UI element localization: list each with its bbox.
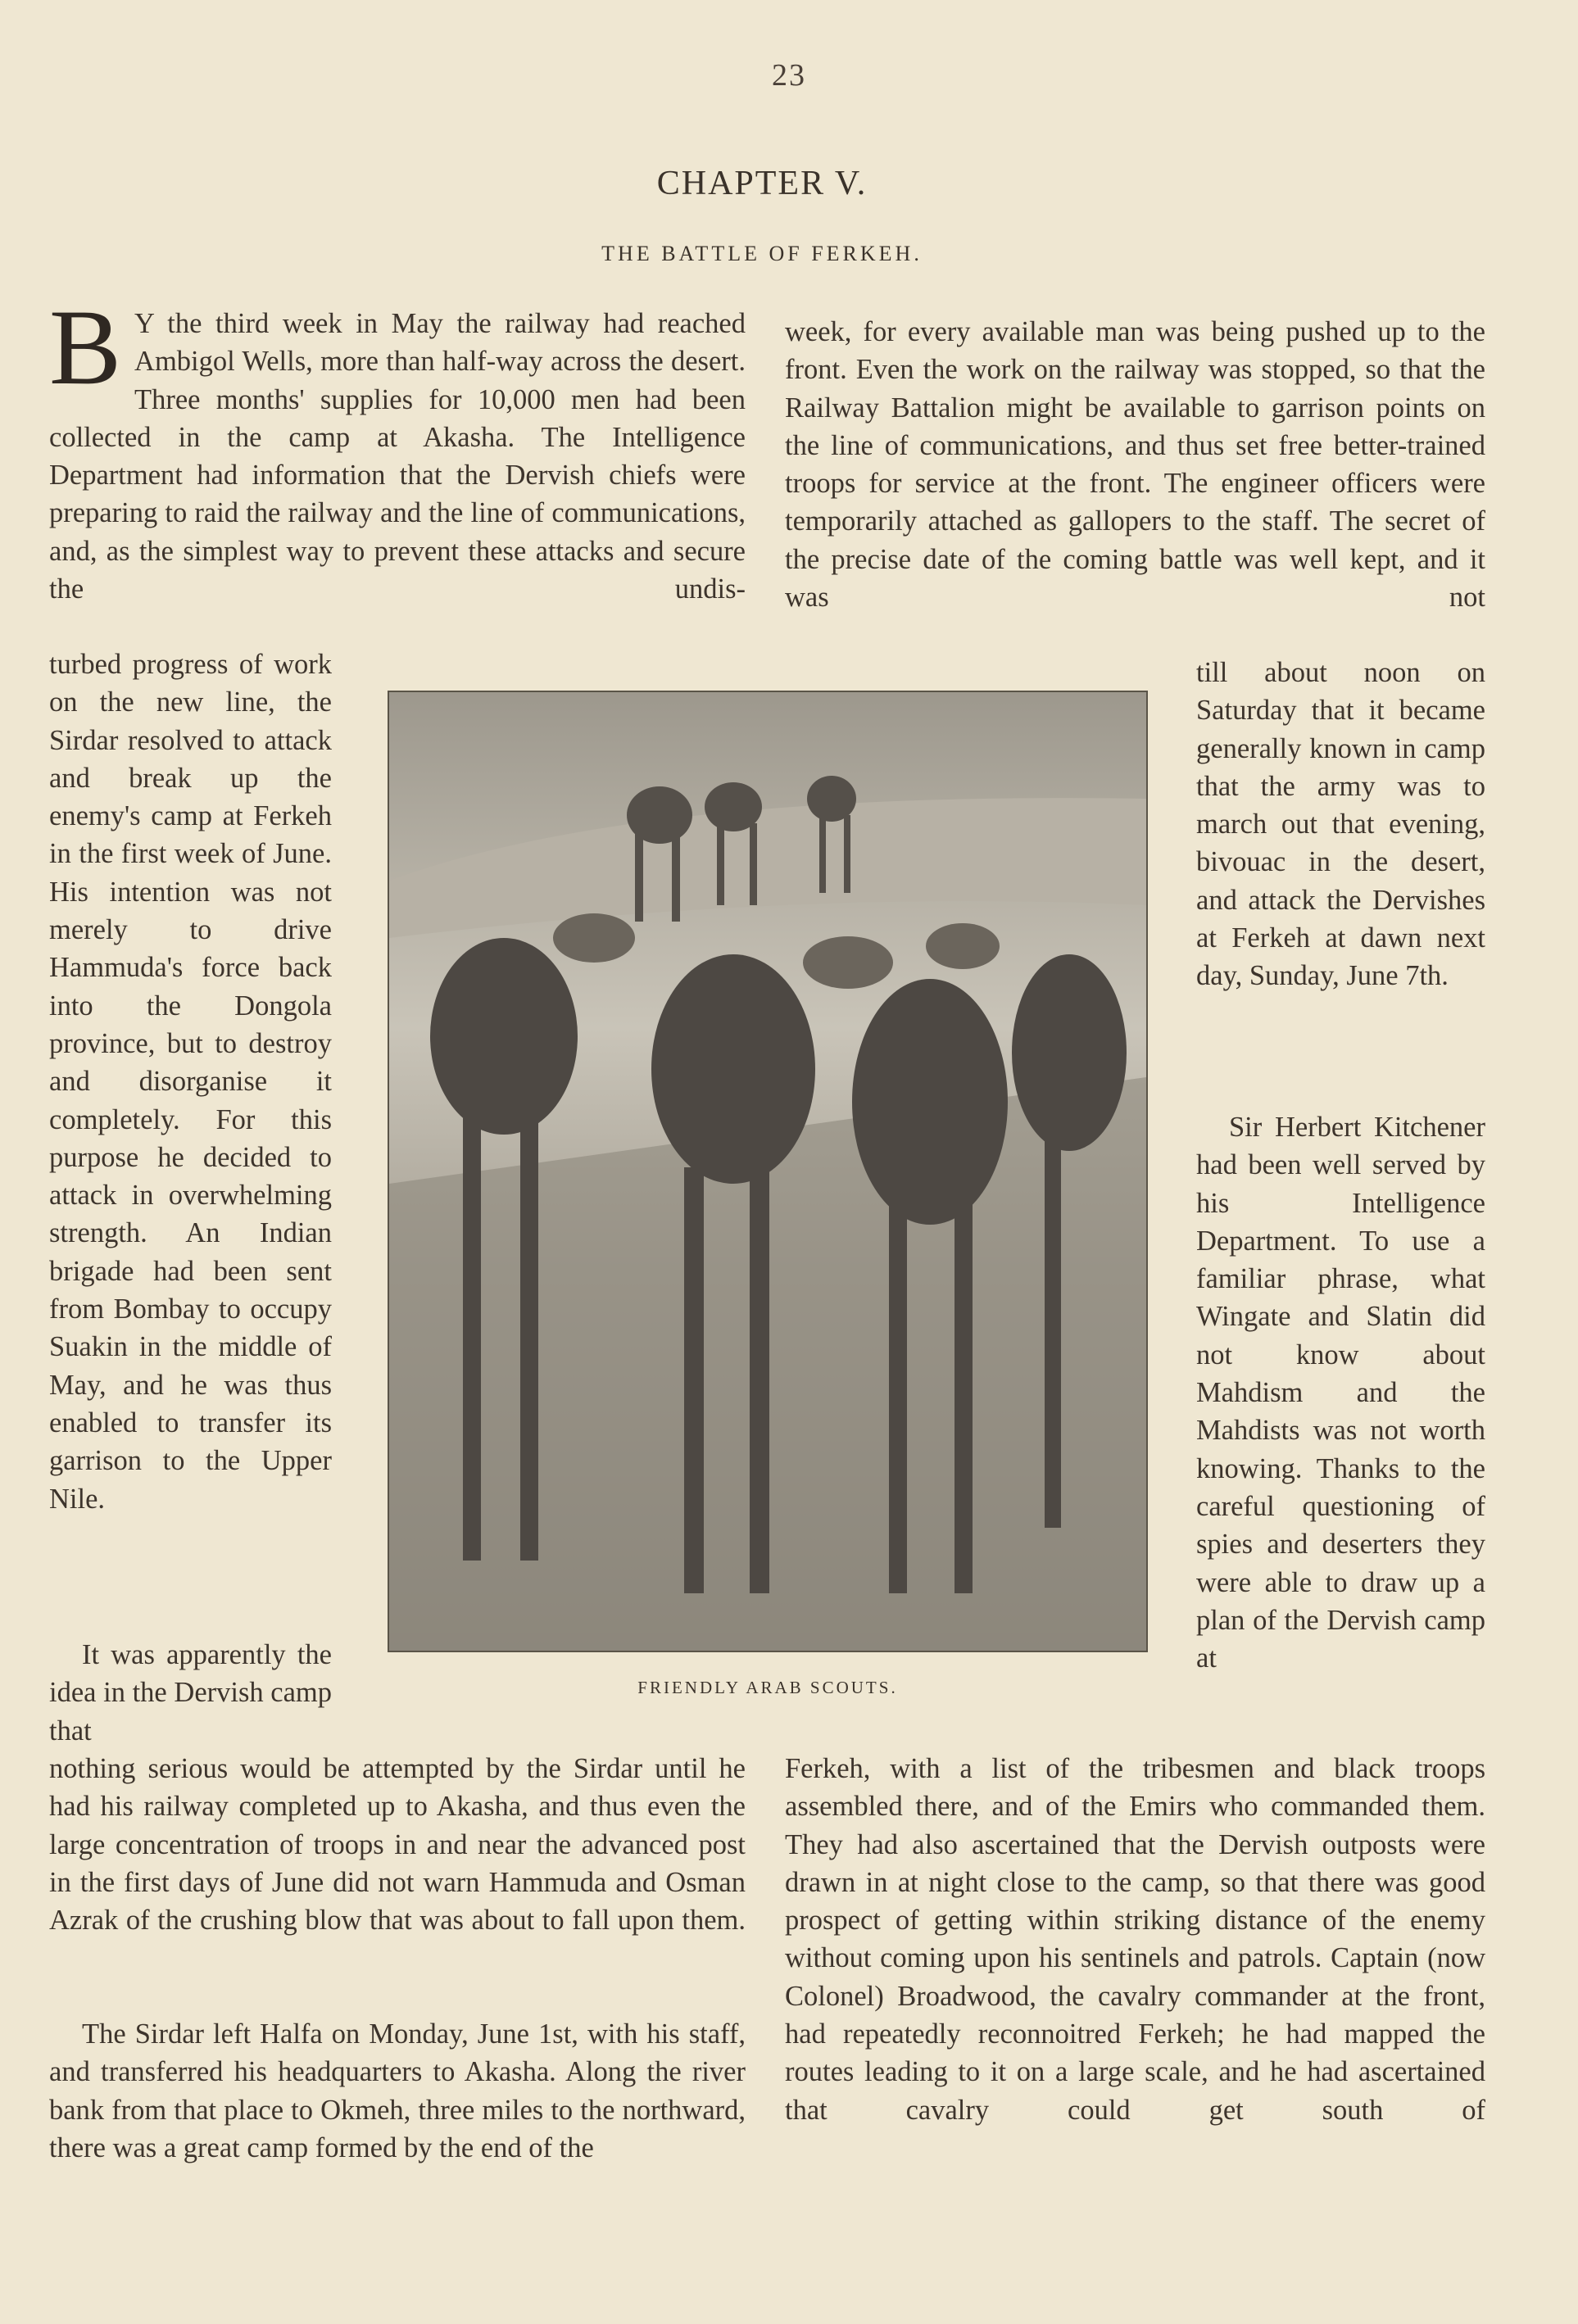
left-para-wide-top [49,287,746,608]
right-wide-top-text: week, for every available man was being pushed up to the front. Even the work on the railway was stopped, so that the Railway Battalion might be available to garrison points on the line of communications, and thus set free better-trained troops for service at the front. The engineer officers were temporarily attached as gallopers to the staff. The secret of the precise date of the coming battle was well kept, and it was not [785,316,1485,614]
right-para-narrow-2 [1196,1108,1485,1677]
chapter-title: CHAPTER V. [656,165,868,202]
left-para-narrow [49,646,332,1518]
right-narrow-text: till about noon on Saturday that it became generally known in camp that the army was to march out that evening, bivouac in the desert, and attack the Dervishes at Ferkeh at dawn next day, Sunday, June 7th. [1196,657,1485,992]
drop-cap: B [49,287,122,407]
illustration-arab-scouts [388,691,1148,1652]
right-para-narrow [1196,654,1485,995]
left-narrow-2-text: It was apparently the idea in the Dervish camp that [49,1639,332,1746]
left-para-wide-bottom [49,1750,746,1939]
figure-caption: FRIENDLY ARAB SCOUTS. [637,1678,898,1697]
right-narrow-2-text: Sir Herbert Kitchener had been well served by his Intelligence Department. To use a familiar phrase, what Wingate and Slatin did not know about Mahdism and the Mahdists was not worth knowing. Thanks to the careful questioning of spies and deserters they were able to draw up a plan of the Dervish camp at [1196,1112,1485,1674]
left-para-wide-bottom-2 [49,2015,746,2167]
left-narrow-text: turbed progress of work on the new line, the Sirdar resolved to attack and break up the enemy's camp at Ferkeh in the first week of June. His intention was not merely to drive Hammuda's force back into the Dongola province, but to destroy and disorganise it completely. For this purpose he decided to attack in overwhelming strength. An Indian brigade had been sent from Bombay to occupy Suakin in the middle of May, and he was thus enabled to transfer its garrison to the Upper Nile. [49,649,332,1515]
right-para-wide-bottom [785,1750,1485,2129]
camel-riders-illustration [389,692,1146,1651]
left-para-narrow-2 [49,1636,332,1750]
page-number: 23 [772,58,806,93]
left-wide-top-text: Y the third week in May the railway had reached Ambigol Wells, more than half-way across the desert. Three months' supplies for 10,000 men had been collected in the camp at Akasha. The Intelligence Department had information that the Dervish chiefs were preparing to raid the railway and the line of communications, and, as the simplest way to prevent these attacks and secure the undis- [49,308,746,605]
right-wide-bottom-text: Ferkeh, with a list of the tribesmen and black troops assembled there, and of the Emirs who commanded them. They had also ascertained that the Dervish outposts were drawn in at night close to the camp, so that there was good prospect of getting within striking distance of the enemy without coming upon his sentinels and patrols. Captain (now Colonel) Broadwood, the cavalry commander at the front, had repeatedly reconnoitred Ferkeh; he had mapped the routes leading to it on a large scale, and he had ascertained that cavalry could get south of [785,1753,1485,2126]
right-para-wide-top [785,313,1485,616]
section-title: THE BATTLE OF FERKEH. [601,242,923,265]
left-wide-bottom-2-text: The Sirdar left Halfa on Monday, June 1st, with his staff, and transferred his headquarters to Akasha. Along the river bank from that place to Okmeh, three miles to the northward, there was a great camp formed by the end of the [49,2018,746,2163]
left-wide-bottom-text: nothing serious would be attempted by the Sirdar until he had his railway completed up to Akasha, and thus even the large concentration of troops in and near the advanced post in the first days of June did not warn Hammuda and Osman Azrak of the crushing blow that was about to fall upon them. [49,1753,746,1937]
